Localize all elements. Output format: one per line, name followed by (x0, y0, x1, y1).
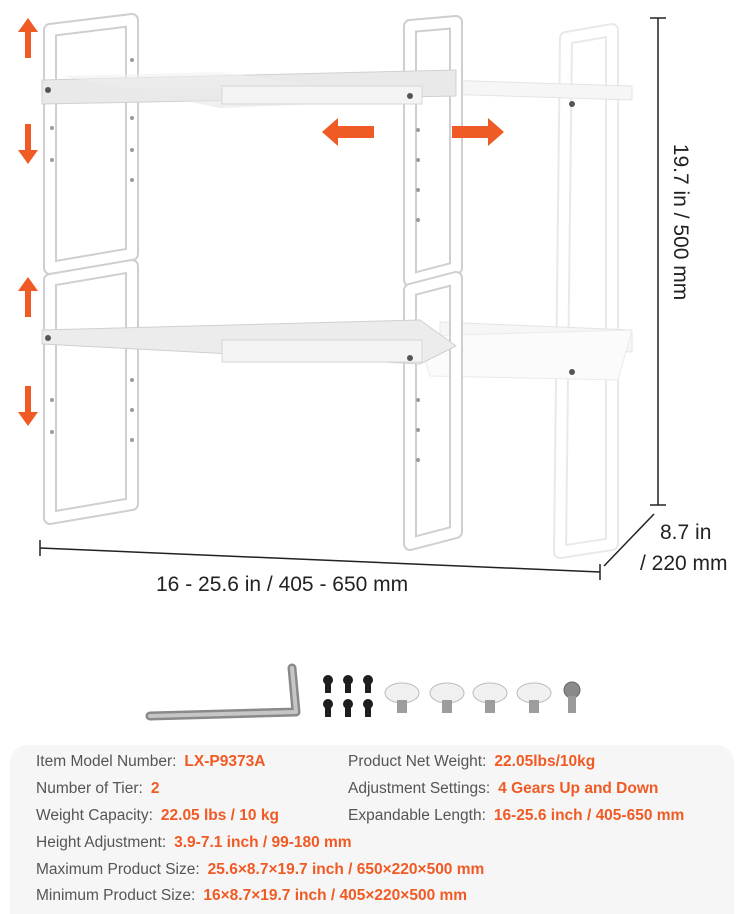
arrow-down-icon (18, 124, 38, 164)
arrow-left-icon (322, 118, 374, 146)
spec-label: Adjustment Settings: (348, 780, 491, 797)
width-dimension-label: 16 - 25.6 in / 405 - 650 mm (156, 573, 409, 596)
spec-value: 16×8.7×19.7 inch / 405×220×500 mm (203, 887, 468, 904)
spec-value: 25.6×8.7×19.7 inch / 650×220×500 mm (207, 861, 485, 878)
spec-value: 22.05lbs/10kg (494, 753, 596, 770)
spec-capacity (36, 807, 279, 825)
spec-value: 2 (150, 780, 160, 797)
spec-label: Maximum Product Size: (36, 861, 200, 878)
arrow-up-icon (18, 18, 38, 58)
spec-value: 16-25.6 inch / 405-650 mm (493, 807, 685, 824)
spec-label: Item Model Number: (36, 753, 177, 770)
allen-key-icon (150, 668, 296, 716)
spec-value: LX-P9373A (184, 753, 266, 770)
spec-model (36, 753, 265, 771)
arrow-up-icon (18, 277, 38, 317)
spec-adjust (348, 780, 658, 798)
foot-pad-icon (385, 683, 551, 713)
height-dimension-label: 19.7 in / 500 mm (669, 143, 692, 301)
top-shelf (42, 70, 456, 108)
spec-label: Expandable Length: (348, 807, 486, 824)
arrow-down-icon (18, 386, 38, 426)
spec-label: Minimum Product Size: (36, 887, 196, 904)
screw-icon (564, 682, 580, 713)
spec-value: 4 Gears Up and Down (498, 780, 659, 797)
spec-height-adjustment (36, 834, 352, 852)
spec-value: 22.05 lbs / 10 kg (160, 807, 279, 824)
spec-min-size (36, 887, 467, 905)
depth-dimension-label-metric: / 220 mm (640, 552, 728, 575)
spec-label: Height Adjustment: (36, 834, 167, 851)
spec-weight (348, 753, 595, 771)
spec-panel (10, 745, 734, 914)
spec-expand (348, 807, 684, 825)
spec-label: Weight Capacity: (36, 807, 153, 824)
spec-tiers (36, 780, 159, 798)
screw-icon (323, 675, 373, 717)
spec-label: Number of Tier: (36, 780, 143, 797)
spec-max-size (36, 861, 484, 879)
spec-label: Product Net Weight: (348, 753, 487, 770)
depth-dimension-label: 8.7 in (660, 521, 712, 544)
spec-value: 3.9-7.1 inch / 99-180 mm (174, 834, 352, 851)
